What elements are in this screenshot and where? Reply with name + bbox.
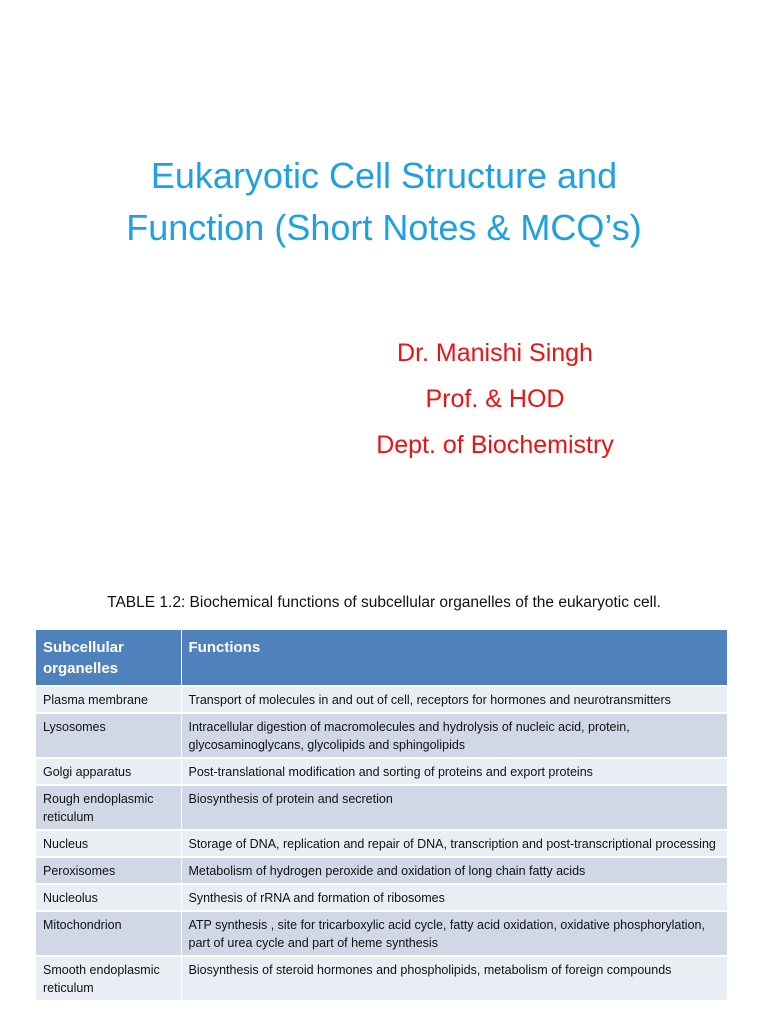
- author-block: [300, 330, 690, 468]
- functions-cell: Biosynthesis of protein and secretion: [181, 785, 727, 830]
- table-row: [36, 956, 727, 1000]
- table-caption: TABLE 1.2: Biochemical functions of subcellular organelles of the eukaryotic cell.: [107, 594, 661, 611]
- functions-cell: Biosynthesis of steroid hormones and phospholipids, metabolism of foreign compounds: [181, 956, 727, 1000]
- author-name: Dr. Manishi Singh: [397, 339, 593, 367]
- functions-cell: Intracellular digestion of macromolecules and hydrolysis of nucleic acid, protein, glycosaminoglycans, glycolipids and sphingolipids: [181, 713, 727, 758]
- organelle-cell: Nucleolus: [36, 884, 181, 911]
- organelle-table-container: [36, 630, 727, 1024]
- functions-cell: Storage of DNA, replication and repair of DNA, transcription and post-transcriptional processing: [181, 830, 727, 857]
- organelle-table: [36, 630, 727, 1000]
- functions-cell: Metabolism of hydrogen peroxide and oxidation of long chain fatty acids: [181, 857, 727, 884]
- table-row: [36, 686, 727, 713]
- organelle-cell: Peroxisomes: [36, 857, 181, 884]
- table-row: [36, 830, 727, 857]
- functions-cell: ATP synthesis , site for tricarboxylic acid cycle, fatty acid oxidation, oxidative phosphorylation, part of urea cycle and part of heme synthesis: [181, 911, 727, 956]
- organelle-cell: Mitochondrion: [36, 911, 181, 956]
- organelle-cell: Rough endoplasmic reticulum: [36, 785, 181, 830]
- table-row: [36, 785, 727, 830]
- table-header-row: [36, 630, 727, 686]
- organelle-cell: Lysosomes: [36, 713, 181, 758]
- slide-title-line-1: Eukaryotic Cell Structure and: [150, 155, 618, 196]
- table-row: [36, 911, 727, 956]
- slide-title: [40, 150, 728, 254]
- organelle-cell: Golgi apparatus: [36, 758, 181, 785]
- functions-cell: Synthesis of rRNA and formation of ribosomes: [181, 884, 727, 911]
- table-row: [36, 758, 727, 785]
- table-row: [36, 884, 727, 911]
- organelle-cell: Plasma membrane: [36, 686, 181, 713]
- header-organelle: Subcellular organelles: [36, 630, 181, 686]
- author-position: Prof. & HOD: [425, 385, 565, 413]
- functions-cell: Transport of molecules in and out of cell, receptors for hormones and neurotransmitters: [181, 686, 727, 713]
- table-row: [36, 857, 727, 884]
- table-row: [36, 713, 727, 758]
- organelle-cell: Smooth endoplasmic reticulum: [36, 956, 181, 1000]
- functions-cell: Post-translational modification and sorting of proteins and export proteins: [181, 758, 727, 785]
- slide-title-line-2: Function (Short Notes & MCQ’s): [126, 207, 642, 248]
- header-functions: Functions: [181, 630, 727, 686]
- organelle-cell: Nucleus: [36, 830, 181, 857]
- author-department: Dept. of Biochemistry: [376, 431, 614, 459]
